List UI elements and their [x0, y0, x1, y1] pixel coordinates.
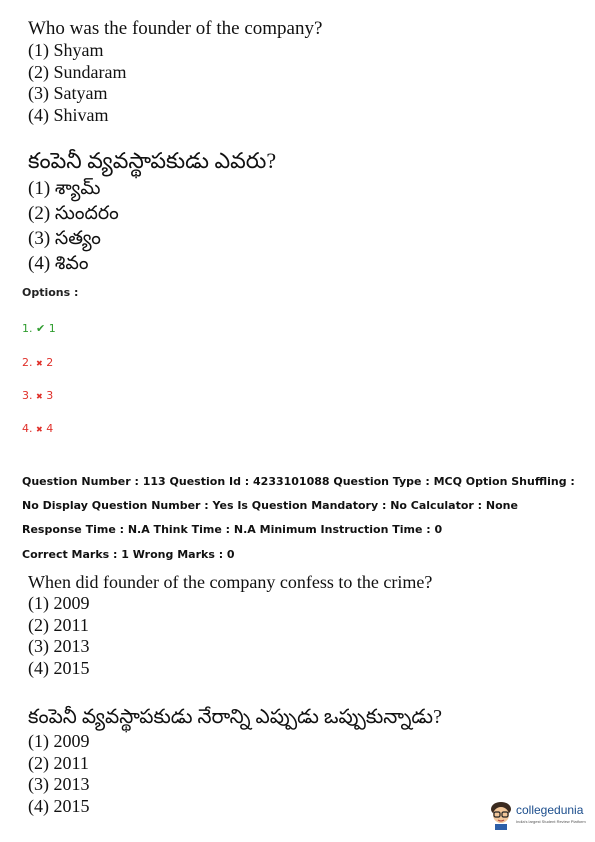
option-number: 3.: [22, 389, 33, 402]
option-row-2: [22, 356, 53, 369]
q1-question-te: కంపెనీ వ్యవస్థాపకుడు ఎవరు?: [28, 148, 277, 173]
option-number: 4.: [22, 422, 33, 435]
logo-tagline: India's largest Student Review Platform: [516, 819, 586, 824]
q1-option-te-3: (3) సత్యం: [28, 228, 101, 249]
cross-icon: ✖: [36, 392, 43, 401]
options-label: Options :: [22, 286, 79, 299]
q2-option-en-1: (1) 2009: [28, 593, 90, 613]
q1-option-te-2: (2) సుందరం: [28, 203, 119, 224]
option-number: 2.: [22, 356, 33, 369]
q1-question-en: Who was the founder of the company?: [28, 18, 323, 39]
q1-english-block: [28, 18, 322, 126]
option-value: 2: [46, 356, 54, 369]
option-number: 1.: [22, 322, 33, 335]
collegedunia-logo: [488, 800, 588, 830]
q2-option-en-2: (2) 2011: [28, 614, 89, 635]
q2-question-en: When did founder of the company confess to the crime?: [28, 572, 433, 592]
cross-icon: ✖: [36, 359, 43, 368]
q2-option-te-2: (2) 2011: [28, 752, 89, 773]
logo-brand: collegedunia: [516, 803, 584, 817]
q2-english-block: [28, 571, 432, 679]
q2-option-te-3: (3) 2013: [28, 774, 90, 794]
q2-telugu-block: [28, 703, 442, 817]
option-value: 1: [48, 322, 56, 335]
check-icon: ✔: [36, 322, 46, 335]
question-metadata: Question Number : 113 Question Id : 4233101088 Question Type : MCQ Option Shuffling : No Display Question Number : Yes Is Question Mandatory : No Calculator : None Response Time : N.A Think Time : N.A Minimum Instruction Time : 0: [22, 475, 575, 536]
q1-option-en-4: (4) Shivam: [28, 104, 109, 125]
q1-option-te-1: (1) శ్యామ్: [28, 178, 101, 199]
q2-option-te-1: (1) 2009: [28, 731, 90, 751]
option-row-1: [22, 322, 56, 335]
option-value: 3: [46, 389, 54, 402]
q1-option-en-2: (2) Sundaram: [28, 61, 127, 82]
q2-option-en-4: (4) 2015: [28, 657, 90, 678]
q1-option-en-1: (1) Shyam: [28, 40, 104, 60]
cross-icon: ✖: [36, 425, 43, 434]
option-row-3: [22, 389, 53, 402]
marks-info: Correct Marks : 1 Wrong Marks : 0: [22, 548, 235, 561]
q1-option-te-4: (4) శివం: [28, 253, 89, 274]
q2-option-te-4: (4) 2015: [28, 795, 90, 816]
q2-option-en-3: (3) 2013: [28, 636, 90, 656]
option-row-4: [22, 422, 53, 435]
q2-question-te: కంపెనీ వ్యవస్థాపకుడు నేరాన్ని ఎప్పుడు ఒప్పుకున్నాడు?: [28, 706, 442, 728]
q1-option-en-3: (3) Satyam: [28, 83, 108, 103]
mascot-icon: [488, 800, 514, 830]
q1-telugu-block: [28, 146, 276, 276]
option-value: 4: [46, 422, 54, 435]
